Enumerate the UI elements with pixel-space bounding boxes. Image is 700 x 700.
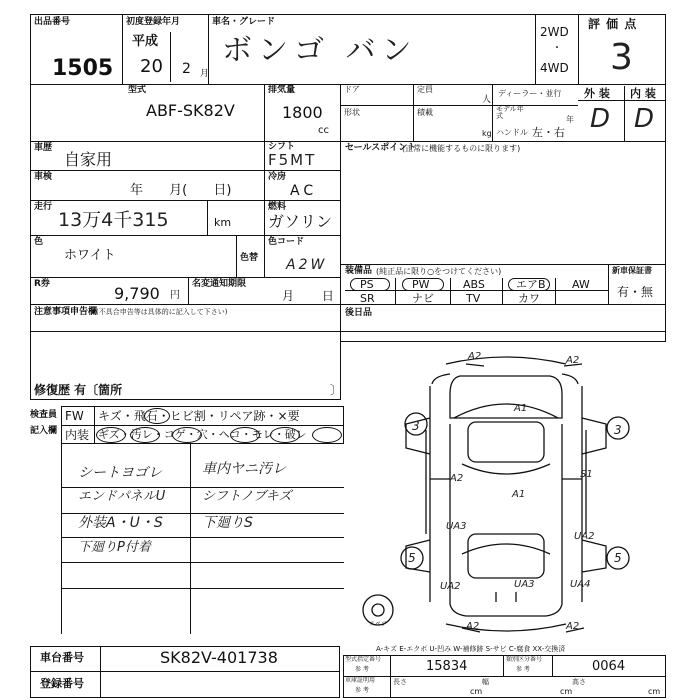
load-label: 積載 <box>417 108 433 117</box>
width-label: 幅 <box>482 678 489 686</box>
equipment-aw: AW <box>572 278 590 291</box>
circle-mark <box>230 427 260 443</box>
inspector-label-1: 検査員 <box>30 410 58 420</box>
chassis-number: SK82V-401738 <box>160 648 278 667</box>
damage-mark: A2 <box>468 351 482 362</box>
circle-mark <box>172 427 202 443</box>
size-sub: 参 考 <box>355 687 369 694</box>
era: 平成 <box>132 34 159 49</box>
damage-mark: A1 <box>512 489 526 500</box>
car-name-label: 車名・グレード <box>212 17 276 27</box>
divider <box>94 406 95 444</box>
yen-unit: 円 <box>170 290 180 301</box>
circle-mark <box>270 427 300 443</box>
note-end-panel: エンドパネルU <box>78 489 166 504</box>
drive-4wd: 4WD <box>540 61 569 75</box>
damage-mark: S1 <box>580 469 593 480</box>
chassis-label: 車台番号 <box>40 651 84 664</box>
divider <box>492 84 493 141</box>
length-label: 長さ <box>393 678 407 686</box>
divider <box>122 141 666 142</box>
model-value: ABF-SK82V <box>146 101 235 120</box>
class-value: 0064 <box>592 659 626 674</box>
door-label: ドア <box>344 85 360 94</box>
circle-mark <box>130 427 160 443</box>
equipment-sub: (純正品に限り○をつけてください) <box>376 267 502 276</box>
mileage-label: 走行 <box>34 202 53 212</box>
divider <box>61 562 344 563</box>
damage-mark: 5 <box>614 551 622 565</box>
capacity-label: 定員 <box>417 85 433 94</box>
shape-label: 形状 <box>344 108 360 117</box>
name-change-value: 月 日 <box>282 289 334 303</box>
divider <box>30 277 340 278</box>
note-shift-knob: シフトノブキズ <box>202 489 292 504</box>
name-change-label: 名変通知期限 <box>192 279 247 289</box>
size-label: 車庫証明用 <box>345 677 376 684</box>
width-unit: cm <box>560 687 573 696</box>
dealer-label: ディーラー・並行 <box>498 89 562 98</box>
inspector-interior-items: ギズ・汚レ・コゲ・穴・ヘコ・モレ・破レ <box>98 428 307 441</box>
damage-mark: A2 <box>566 621 580 632</box>
divider <box>503 655 504 676</box>
repair-label: 修復歴 有〔箇所 <box>34 383 123 397</box>
interior-label: 内 装 <box>630 87 656 100</box>
divider <box>122 14 123 84</box>
divider <box>236 235 237 277</box>
model-year-unit: 年 <box>566 115 574 124</box>
note-nicotine: 車内ヤニ汚レ <box>202 461 286 477</box>
drive-2wd: 2WD <box>540 25 569 39</box>
divider <box>30 170 340 171</box>
divider <box>30 200 340 201</box>
recycle-value: 9,790 <box>114 284 160 303</box>
inspector-label-2: 記入欄 <box>30 426 58 436</box>
equipment-abs: ABS <box>463 278 485 291</box>
interior-grade: D <box>634 104 655 134</box>
note-underbody-rust: 下廻りS <box>202 515 253 531</box>
class-sub: 参 考 <box>516 666 530 673</box>
drive-dot: ・ <box>552 43 562 54</box>
spare-label: スペア <box>369 621 388 628</box>
equipment-sr: SR <box>360 292 375 305</box>
load-unit: kg <box>482 129 492 138</box>
color-label: 色 <box>34 237 44 247</box>
damage-mark: UA4 <box>570 579 591 590</box>
new-warranty-value: 有・無 <box>617 285 654 299</box>
divider <box>343 676 666 677</box>
color-change-label: 色替 <box>240 253 259 263</box>
rating-value: 3 <box>610 37 633 78</box>
reg-year: 20 <box>140 56 163 77</box>
damage-mark: A2 <box>466 621 480 632</box>
divider <box>450 278 451 304</box>
color-code-value: A2W <box>286 257 328 273</box>
exterior-label: 外 装 <box>584 87 610 100</box>
divider <box>608 264 609 304</box>
divider <box>552 655 553 676</box>
equipment-navi: ナビ <box>412 292 434 305</box>
divider <box>170 32 171 82</box>
divider <box>30 141 122 142</box>
reg-month-unit: 月 <box>200 69 210 79</box>
divider <box>61 444 62 634</box>
type-cert-label: 型式指定番号 <box>345 656 382 663</box>
type-cert-sub: 参 考 <box>355 666 369 673</box>
divider <box>340 105 578 106</box>
rating-label: 評 価 点 <box>588 17 638 31</box>
divider <box>578 14 579 84</box>
damage-mark: A2 <box>566 355 580 366</box>
divider <box>264 141 265 277</box>
inspection-label: 車検 <box>34 172 53 182</box>
ac-label: 冷房 <box>268 172 287 182</box>
sales-point-label: セールスポイント <box>345 143 417 153</box>
divider <box>61 513 344 514</box>
damage-mark: 5 <box>408 551 416 565</box>
damage-mark: 3 <box>614 423 622 437</box>
fuel-value: ガソリン <box>268 212 333 231</box>
divider <box>61 425 344 426</box>
divider <box>61 537 344 538</box>
after-items-box <box>340 304 666 342</box>
type-cert-value: 15834 <box>426 659 468 674</box>
equipment-airbag: エアB <box>516 278 546 291</box>
lot-no: 1505 <box>52 56 114 81</box>
divider <box>390 655 391 698</box>
divider <box>61 487 344 488</box>
damage-mark: A1 <box>514 403 528 414</box>
divider <box>61 588 344 589</box>
color-code-label: 色コード <box>268 237 305 247</box>
divider <box>207 200 208 235</box>
reg-number-label: 登録番号 <box>40 677 84 690</box>
inspection-value: 年 月( 日) <box>130 183 232 198</box>
usage-label: 車歴 <box>34 143 53 153</box>
length-unit: cm <box>470 687 483 696</box>
equipment-tv: TV <box>466 292 481 305</box>
divider <box>555 278 556 304</box>
model-year-label: モデル年式 <box>496 105 524 120</box>
note-seat-dirt: シートヨゴレ <box>78 465 162 481</box>
car-name: ボンゴ バン <box>222 33 418 68</box>
displacement-label: 排気量 <box>268 85 296 95</box>
first-reg-label: 初度登録年月 <box>126 17 181 27</box>
reg-month: 2 <box>182 61 191 77</box>
divider <box>395 278 396 304</box>
repair-close: 〕 <box>330 383 343 397</box>
color-value: ホワイト <box>64 248 116 263</box>
km-unit: km <box>214 216 232 229</box>
fuel-label: 燃料 <box>268 202 287 212</box>
exterior-grade: D <box>590 104 611 134</box>
note-exterior: 外装A・U・S <box>78 515 163 531</box>
damage-legend: A-キズ E-エクボ U-凹み W-補修跡 S-サビ C-腐食 XX-交換済 <box>376 645 566 653</box>
damage-mark: UA3 <box>514 579 535 590</box>
capacity-unit: 人 <box>482 95 492 105</box>
divider <box>190 444 191 634</box>
note-underbody-p: 下廻りP付着 <box>78 540 151 555</box>
inspector-fw-items: キズ・飛石・ヒビ割・リペア跡・×要 <box>98 409 300 423</box>
equipment-pw: PW <box>412 278 430 291</box>
usage-value: 自家用 <box>64 150 113 169</box>
circle-mark <box>96 427 126 443</box>
after-items-label: 後日品 <box>345 308 373 318</box>
equipment-ps: PS <box>360 278 374 291</box>
handle-value: 左・右 <box>532 126 565 139</box>
damage-mark: A2 <box>450 473 464 484</box>
divider <box>30 235 340 236</box>
inspector-fw: FW <box>65 409 84 423</box>
notes-sub: (不具合申告等は具体的に記入して下さい) <box>96 308 228 316</box>
damage-mark: 3 <box>412 419 420 433</box>
recycle-label: R券 <box>34 279 50 289</box>
class-label: 類別区分番号 <box>506 656 543 663</box>
damage-mark: UA2 <box>574 531 595 542</box>
divider <box>340 264 666 265</box>
lot-no-label: 出品番号 <box>34 17 71 27</box>
height-label: 高さ <box>572 678 586 686</box>
ac-value: AC <box>290 183 318 199</box>
equipment-leather: カワ <box>518 292 540 305</box>
circle-mark <box>312 427 342 443</box>
shift-label: シフト <box>268 142 296 152</box>
shift-value: F5MT <box>268 151 317 169</box>
equipment-label: 装備品 <box>345 266 373 276</box>
divider <box>535 14 536 84</box>
inspector-interior: 内装 <box>65 428 90 442</box>
circle-mark <box>144 408 170 424</box>
cc-unit: cc <box>318 125 329 136</box>
mileage-value: 13万4千315 <box>58 209 169 231</box>
displacement-value: 1800 <box>282 103 323 122</box>
divider <box>264 84 265 141</box>
notes-label: 注意事項申告欄 <box>34 307 98 317</box>
divider <box>624 86 625 141</box>
damage-mark: UA2 <box>440 581 461 592</box>
divider <box>502 278 503 304</box>
new-warranty-label: 新車保証書 <box>612 266 652 275</box>
divider <box>340 84 341 141</box>
sales-point-sub: (正常に機能するものに限ります) <box>402 144 521 153</box>
damage-mark: UA3 <box>446 521 467 532</box>
divider <box>578 100 666 101</box>
model-label: 型式 <box>128 85 147 95</box>
divider <box>100 646 101 698</box>
divider <box>413 84 414 141</box>
divider <box>188 277 189 304</box>
handle-label: ハンドル <box>496 128 528 137</box>
divider <box>30 671 340 672</box>
height-unit: cm <box>648 687 661 696</box>
